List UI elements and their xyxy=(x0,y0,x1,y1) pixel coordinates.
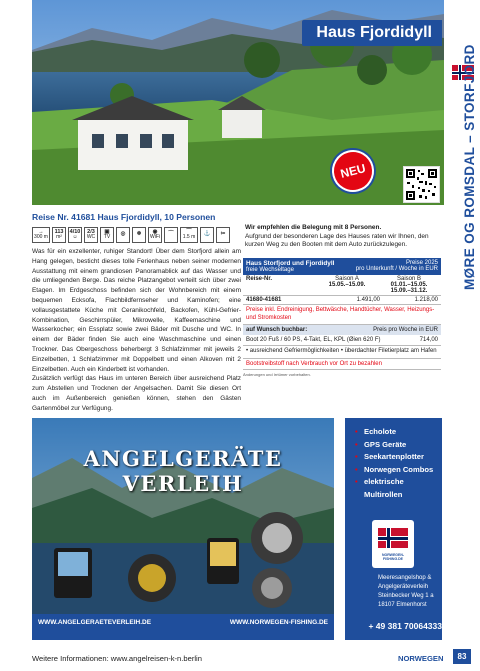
persons-icon: 4/10 ☺ xyxy=(68,227,82,243)
description xyxy=(32,247,241,414)
col-season-a: Saison A 15.05.–15.09. xyxy=(328,276,366,288)
bathrooms-icon: 2/3 WC xyxy=(84,227,98,243)
price-includes: Preise inkl. Endreinigung, Bettwäsche, Handtücher, Wasser, Heizungs- und Stromkosten xyxy=(243,305,441,325)
description-paragraph: Zusätzlich verfügt das Haus im unteren Bereich über ausreichend Platz zum Abstellen und Trocknen der Angelsachen. Damit Sie diesen Ort auch im Außenbereich genießen können, stehen den Gästen Gartenmöbel zur Verfügung. xyxy=(32,375,241,412)
change-days: freie Wechseltage xyxy=(246,267,294,273)
fishing-icon: ⚓ xyxy=(200,227,214,243)
col-season-b: Saison B 01.01.–15.05. 15.09.–31.12. xyxy=(390,276,428,294)
ad-service-item: • Seekartenplotter xyxy=(355,451,442,464)
ad-service-item: • GPS Geräte xyxy=(355,439,442,452)
qr-code[interactable] xyxy=(403,166,440,203)
boat-distance-icon: ⌒ 1.5 m xyxy=(180,227,198,243)
price-unit: pro Unterkunft / Woche in EUR xyxy=(355,266,438,272)
boat-features: • ausreichend Gefriermöglichkeiten • überdachter Filetierplatz am Hafen xyxy=(243,346,441,359)
distance-icon: → 300 m xyxy=(32,227,50,243)
page-number: 83 xyxy=(453,649,471,664)
footer-section: NORWEGEN xyxy=(398,654,444,663)
ad-title: ANGELGERÄTE VERLEIH xyxy=(83,446,283,496)
ad-phone[interactable]: + 49 381 70064333 xyxy=(368,621,442,631)
wifi-icon: ◉ WiFi xyxy=(148,227,162,243)
trip-number: 41680-41681 xyxy=(246,297,282,303)
price-year: Preise 2025 xyxy=(405,260,438,266)
ad-urls xyxy=(38,619,328,626)
optional-header: auf Wunsch buchbar: Preis pro Woche in EUR xyxy=(243,325,441,335)
ad-url-link[interactable]: WWW.ANGELGERAETEVERLEIH.DE xyxy=(38,619,152,626)
ad-address: Meeresangelshop & Angelgeräteverleih Steinbecker Weg 1 a 18107 Elmenhorst xyxy=(378,575,434,608)
freezer-icon: ❄ xyxy=(132,227,146,243)
footer-info[interactable]: Weitere Informationen: www.angelreisen-k-n.berlin xyxy=(32,654,202,663)
price-season-b: 1.218,00 xyxy=(414,297,438,303)
price-season-a: 1.491,00 xyxy=(356,297,380,303)
ad-service-item: • Norwegen Combos xyxy=(355,464,442,477)
ad-url-link[interactable]: WWW.NORWEGEN-FISHING.DE xyxy=(229,619,328,626)
price-table xyxy=(243,258,441,379)
new-badge: NEU xyxy=(328,146,379,197)
region-label: MØRE OG ROMSDAL – STORFJORD xyxy=(462,44,477,290)
norway-flag-icon xyxy=(378,528,408,548)
recommendation-text: Aufgrund der besonderen Lage des Hauses raten wir Ihnen, den kurzen Weg zu den Booten mit dem Auto zurückzulegen. xyxy=(245,232,429,249)
hero-photo xyxy=(32,0,444,205)
table-header-row xyxy=(243,275,441,296)
table-row xyxy=(243,296,441,305)
boat-price: 714,00 xyxy=(419,337,438,343)
ad-service-item: • Echolote xyxy=(355,426,442,439)
trip-title: Reise Nr. 41681 Haus Fjordidyll, 10 Personen xyxy=(32,212,216,222)
boat-row xyxy=(243,335,441,346)
norwegen-fishing-logo xyxy=(372,520,414,568)
area-icon: 113 m² xyxy=(52,227,66,243)
boat-icon: ⌒ xyxy=(164,227,178,243)
fish-cleaning-icon: ✂ xyxy=(216,227,230,243)
logo-text: NORWEGEN-FISHING.DE xyxy=(381,553,405,561)
boat-description: Boot 20 Fuß / 60 PS, 4-Takt, EL, KPL (Øien 620 F) xyxy=(246,337,381,343)
recommendation xyxy=(245,224,440,250)
hero-title: Haus Fjordidyll xyxy=(302,20,442,46)
fuel-note: Bootstreibstoff nach Verbrauch vor Ort zu bezahlen xyxy=(243,359,441,370)
disclaimer: Änderungen und Irrtümer vorbehalten. xyxy=(243,371,311,377)
ad-service-list xyxy=(345,418,442,501)
washing-machine-icon: ◎ xyxy=(116,227,130,243)
price-table-header xyxy=(243,258,441,275)
tv-icon: ▣ TV xyxy=(100,227,114,243)
amenity-icons xyxy=(32,227,242,245)
house-names: Haus Storfjord und Fjordidyll xyxy=(246,260,335,267)
recommendation-heading: Wir empfehlen die Belegung mit 8 Personen. xyxy=(245,224,382,231)
ad-service-item: • elektrische Multirollen xyxy=(355,476,442,501)
description-paragraph: Was für ein exzellenter, ruhiger Standort! Über dem Storfjord allein am Hang gelegen, besticht dieses tolle Ferienhaus neben seiner modernen Ausstattung mit einem grandiosen Panoramablick auf das Wasser und die umliegenden Berge. Das reiche Platzangebot verteilt sich über zwei Etagen. Im Erdgeschoss befinden sich der Wohnbereich mit einem bequemen Ecksofa, Flachbildfernseher und Kaminofen; eine vollausgestattete Küche mit Ceranikochfeld, Backofen, Kühl-Gefrier-Kombination, Geschirrspüler, Mikrowelle, Kaffeemaschine und Wasserkocher; ein Essplatz sowie zwei Bäder mit Dusche und WC. In einem der Bäder finden Sie auch eine Waschmaschine und einen Trockner. Das Obergeschoss beherbergt 3 Schlafzimmer mit jeweils 2 Einzelbetten, 1 Schlafzimmer mit Doppelbett und einen Alkoven mit 2 Einzelbetten. Auch ein Kinderbett ist vorhanden. xyxy=(32,248,241,373)
ad-image xyxy=(32,418,334,640)
col-trip-nr: Reise-Nr. xyxy=(246,276,273,282)
